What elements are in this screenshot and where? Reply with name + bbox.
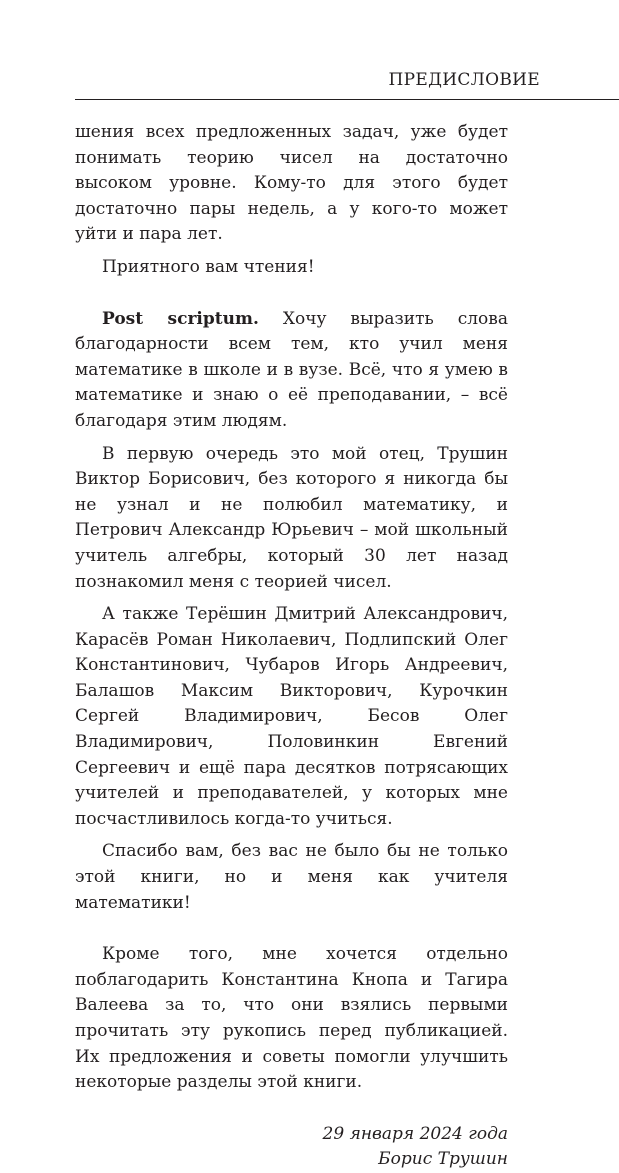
running-head-title: ПРЕДИСЛОВИЕ — [388, 70, 540, 90]
header-rule — [75, 99, 619, 100]
page-body — [75, 120, 508, 1173]
paragraph-teachers-list: А также Терёшин Дмитрий Александрович, Карасёв Роман Николаевич, Подлипский Олег Константинович, Чубаров Игорь Андреевич, Балашов Максим Викторович, Курочкин Сергей Владимирович, Бесов Олег Владимирович, Половинкин Евгений Сергеевич и ещё пара десятков потрясающих учителей и преподавателей, у которых мне посчастливилось когда-то учиться. — [75, 604, 508, 829]
post-scriptum-text: Хочу выразить слова благодарности всем тем, кто учил меня математике в школе и в вузе. Всё, что я умею в математике и знаю о её преподавании, – всё благодаря этим людям. — [75, 308, 508, 431]
paragraph-thanks: Спасибо вам, без вас не было бы не только этой книги, но и меня как учителя математики! — [75, 841, 508, 913]
paragraph-post-scriptum — [75, 307, 508, 435]
signature-block — [75, 1122, 508, 1173]
paragraph-first-teachers: В первую очередь это мой отец, Трушин Виктор Борисович, без которого я никогда бы не узнал и не полюбил математику, и Петрович Александр Юрьевич – мой школьный учитель алгебры, который 30 лет назад познакомил меня с теорией чисел. — [75, 443, 508, 592]
signature-date: 29 января 2024 года — [322, 1123, 508, 1144]
paragraph-reviewers: Кроме того, мне хочется отдельно поблагодарить Константина Кнопа и Тагира Валеева за то, что они взялись первыми прочитать эту рукопись перед публикацией. Их предложения и советы помогли улучшить некоторые разделы этой книги. — [75, 944, 508, 1093]
signature-author: Борис Трушин — [378, 1149, 508, 1170]
post-scriptum-label: Post scriptum. — [102, 308, 259, 329]
paragraph-continuation: шения всех предложенных задач, уже будет понимать теорию чисел на достаточно высоком уровне. Кому-то для этого будет достаточно пары недель, а у кого-то может уйти и пара лет. — [75, 122, 508, 245]
paragraph-closing-wish: Приятного вам чтения! — [102, 256, 315, 277]
